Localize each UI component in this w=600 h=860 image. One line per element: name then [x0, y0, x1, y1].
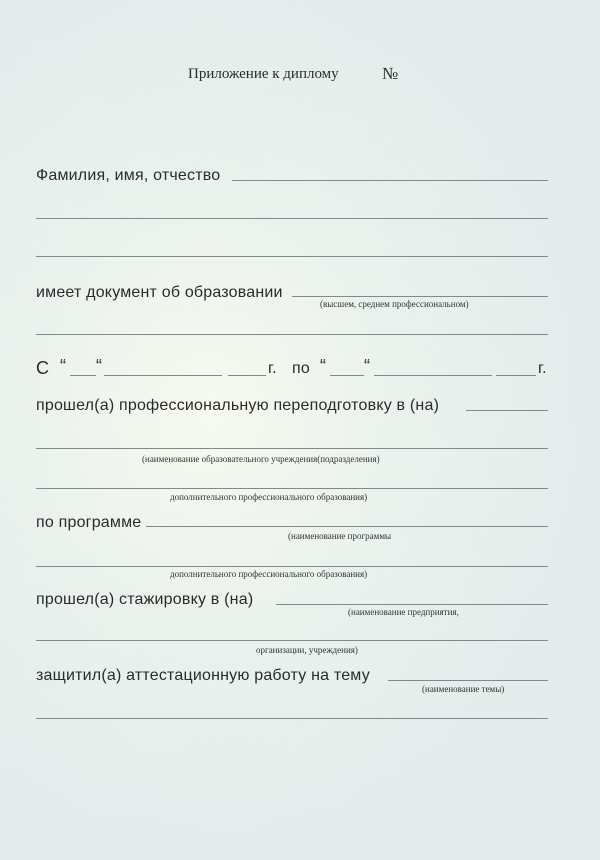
- program-hint: (наименование программы: [288, 531, 392, 541]
- date-from-month-line[interactable]: [104, 375, 222, 376]
- retraining-line-1[interactable]: [466, 410, 548, 411]
- date-to-year-line[interactable]: [496, 375, 536, 376]
- program-line-1[interactable]: [146, 526, 548, 527]
- education-doc-label: имеет документ об образовании: [36, 284, 283, 301]
- internship-line-2[interactable]: [36, 640, 548, 641]
- date-to-day-line[interactable]: [330, 375, 364, 376]
- full-name-line-1[interactable]: [232, 180, 548, 181]
- date-from-day-line[interactable]: [70, 375, 96, 376]
- internship-label: прошел(а) стажировку в (на): [36, 591, 254, 608]
- education-doc-line-2[interactable]: [36, 334, 548, 335]
- program-label: по программе: [36, 514, 142, 531]
- program-line-2[interactable]: [36, 566, 548, 567]
- page-title: Приложение к диплому: [188, 66, 339, 82]
- date-from-quote-open: “: [60, 356, 66, 376]
- date-from-label: С: [36, 358, 49, 378]
- diploma-number-sign: №: [382, 64, 399, 83]
- thesis-line-1[interactable]: [388, 680, 548, 681]
- institution-hint-2: дополнительного профессионального образования): [170, 492, 368, 502]
- date-from-quote-close: “: [96, 356, 102, 376]
- date-from-year-suffix: г.: [268, 360, 277, 377]
- internship-line-1[interactable]: [276, 604, 548, 605]
- institution-hint: (наименование образовательного учреждения(подразделения): [142, 454, 380, 464]
- full-name-label: Фамилия, имя, отчество: [36, 167, 221, 184]
- date-to-quote-close: “: [364, 356, 370, 376]
- thesis-hint: (наименование темы): [422, 684, 505, 694]
- date-to-year-suffix: г.: [538, 360, 547, 377]
- date-to-quote-open: “: [320, 356, 326, 376]
- internship-hint-2: организации, учреждения): [256, 645, 358, 655]
- full-name-line-2[interactable]: [36, 218, 548, 219]
- retraining-line-3[interactable]: [36, 488, 548, 489]
- education-doc-line-1[interactable]: [292, 296, 548, 297]
- internship-hint: (наименование предприятия,: [348, 607, 459, 617]
- program-hint-2: дополнительного профессионального образования): [170, 569, 368, 579]
- date-to-label: по: [292, 360, 310, 377]
- date-from-year-line[interactable]: [228, 375, 266, 376]
- thesis-line-2[interactable]: [36, 718, 548, 719]
- education-doc-hint: (высшем, среднем профессиональном): [320, 299, 469, 309]
- thesis-label: защитил(а) аттестационную работу на тему: [36, 667, 370, 684]
- retraining-line-2[interactable]: [36, 448, 548, 449]
- date-to-month-line[interactable]: [374, 375, 492, 376]
- retraining-label: прошел(а) профессиональную переподготовку в (на): [36, 397, 440, 414]
- full-name-line-3[interactable]: [36, 256, 548, 257]
